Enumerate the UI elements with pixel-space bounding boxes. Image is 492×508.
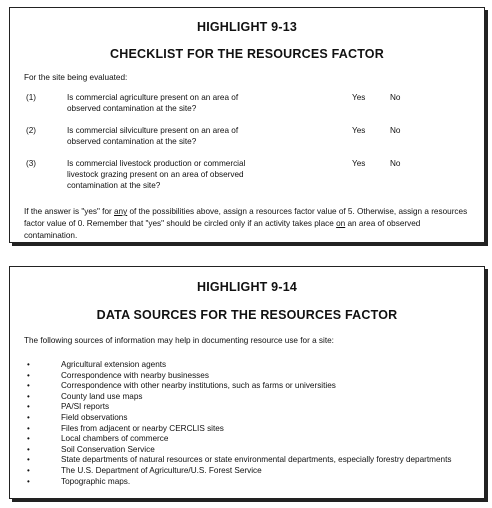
highlight-9-13-title: CHECKLIST FOR THE RESOURCES FACTOR [110,47,384,61]
bullet-icon: • [27,412,30,422]
list-item [10,424,484,435]
question-number: (2) [26,126,37,135]
checklist-intro: For the site being evaluated: [24,73,128,82]
data-sources-list [10,360,484,487]
question-line: Is commercial silviculture present on an area of [67,126,239,135]
question-text [67,158,277,191]
checklist-question-3 [10,158,484,198]
source-text: Topographic maps. [61,476,131,486]
source-text: Correspondence with nearby businesses [61,370,209,380]
source-text: State departments of natural resources or state environmental departments, especially forestry departments [61,455,452,465]
highlight-9-14-title: DATA SOURCES FOR THE RESOURCES FACTOR [96,308,398,322]
note-emphasis: any [114,207,128,216]
source-text: Agricultural extension agents [61,360,167,369]
question-line: Is commercial agriculture present on an area of [67,93,239,102]
question-line: livestock grazing present on an area of observed [67,170,244,179]
question-number: (1) [26,93,37,102]
list-item [10,381,484,392]
no-option[interactable]: No [390,93,401,102]
yes-option[interactable]: Yes [352,93,366,102]
list-item [10,477,484,488]
question-text [67,125,277,147]
yes-option[interactable]: Yes [352,159,366,168]
list-item [10,466,484,477]
source-text: Soil Conservation Service [61,444,155,454]
checklist-question-2 [10,125,484,158]
highlight-9-13-box [9,7,485,243]
list-item [10,413,484,424]
question-number: (3) [26,159,37,168]
list-item [10,455,484,466]
source-text: Field observations [61,412,128,422]
bullet-icon: • [27,423,30,433]
source-text: County land use maps [61,391,143,401]
note-text: an area of observed contamination. [24,219,421,240]
data-sources-intro: The following sources of information may help in documenting resource use for a site: [24,336,334,345]
list-item [10,402,484,413]
question-line: observed contamination at the site? [67,137,197,146]
yes-option[interactable]: Yes [352,126,366,135]
list-item [10,434,484,445]
bullet-icon: • [27,381,30,391]
highlight-9-14-box [9,266,485,499]
bullet-icon: • [27,391,30,401]
checklist-question-1 [10,92,484,125]
highlight-9-14-number: HIGHLIGHT 9-14 [196,280,298,294]
question-line: Is commercial livestock production or commercial [67,159,246,168]
list-item [10,360,484,371]
list-item [10,371,484,382]
source-text: The U.S. Department of Agriculture/U.S. Forest Service [61,465,262,475]
list-item [10,445,484,456]
bullet-icon: • [27,465,30,475]
source-text: Local chambers of commerce [61,434,169,444]
no-option[interactable]: No [390,126,401,135]
bullet-icon: • [27,360,30,369]
bullet-icon: • [27,444,30,454]
bullet-icon: • [27,370,30,380]
highlight-9-13-number: HIGHLIGHT 9-13 [196,20,298,34]
source-text: Files from adjacent or nearby CERCLIS sites [61,423,224,433]
note-text: If the answer is "yes" for [24,207,114,216]
note-emphasis: on [336,219,346,228]
list-item [10,392,484,403]
bullet-icon: • [27,455,30,465]
note-text: of the possibilities above, assign a resources factor value of 5. Otherwise, assign a resources factor value of 0. Remember that "yes" should be circled only if an activity takes place [24,207,468,228]
bullet-icon: • [27,476,30,486]
scoring-note [24,206,474,242]
source-text: PA/SI reports [61,402,110,412]
no-option[interactable]: No [390,159,401,168]
source-text: Correspondence with other nearby institutions, such as farms or universities [61,381,336,391]
question-line: contamination at the site? [67,181,161,190]
question-text [67,92,277,114]
question-line: observed contamination at the site? [67,104,197,113]
bullet-icon: • [27,402,30,412]
bullet-icon: • [27,434,30,444]
